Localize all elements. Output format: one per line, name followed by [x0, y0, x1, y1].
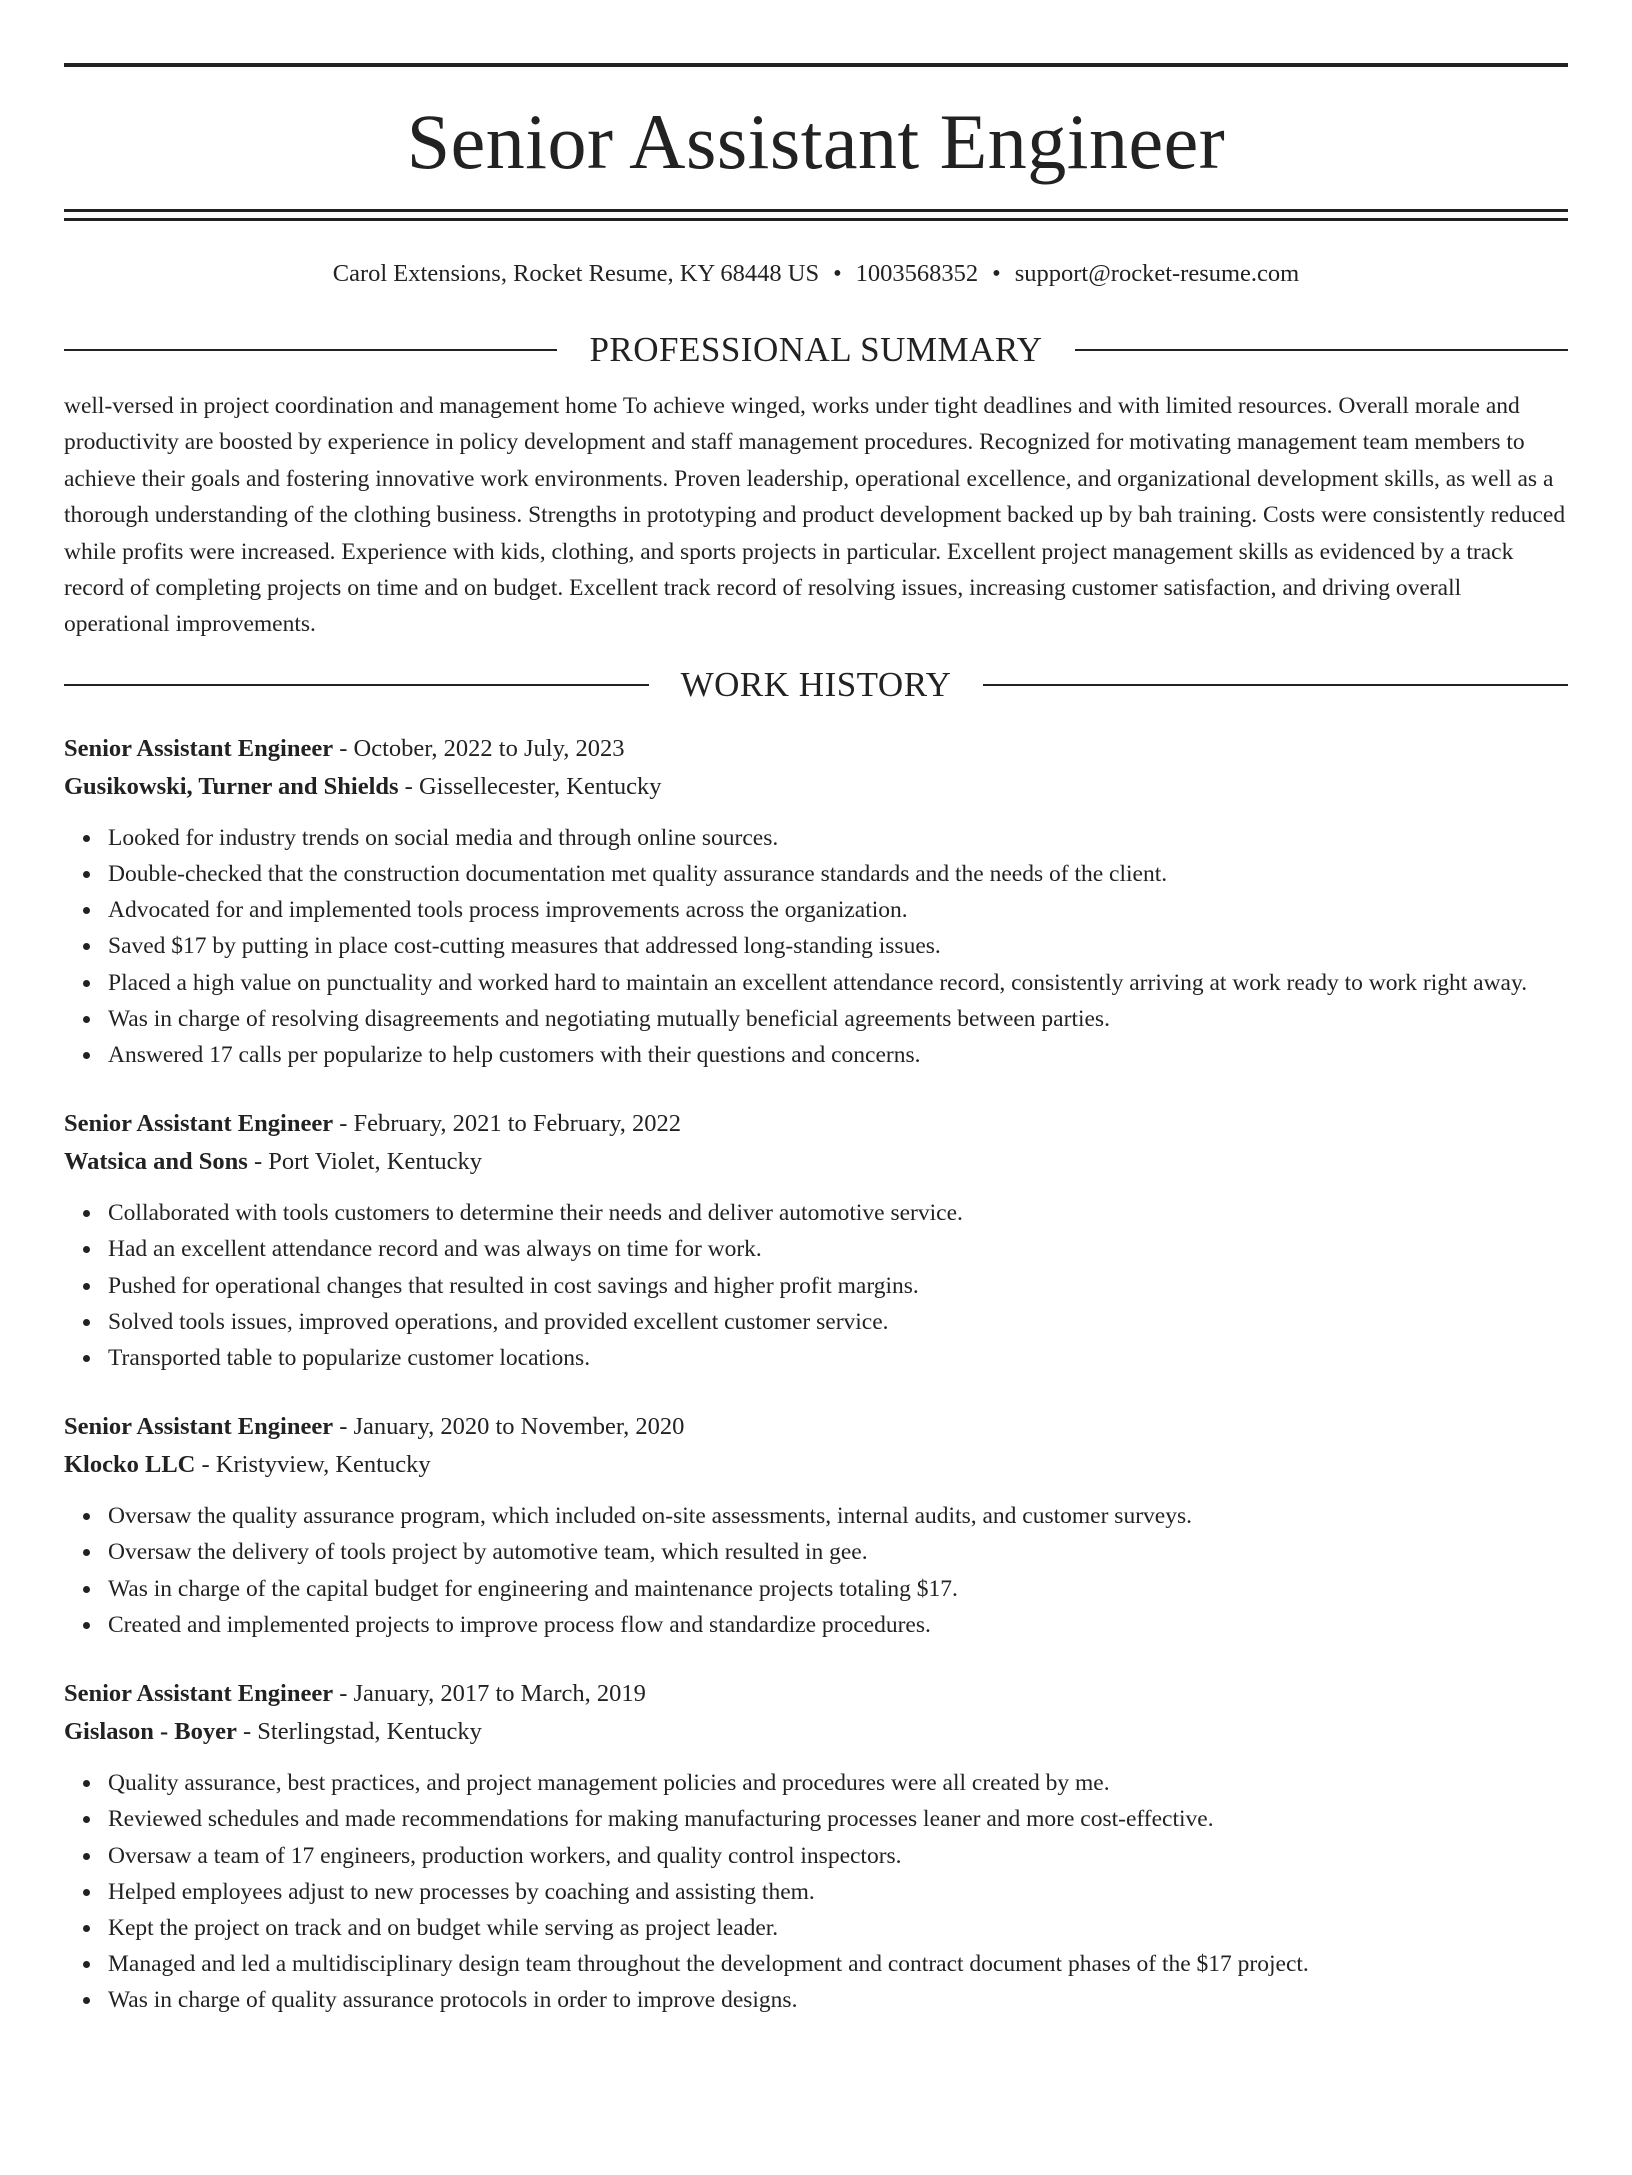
- list-item: Collaborated with tools customers to determine their needs and deliver automotive service.: [108, 1195, 1568, 1231]
- job-title: Senior Assistant Engineer: [64, 1110, 334, 1138]
- contact-separator: •: [992, 260, 1001, 287]
- job-entry: [64, 1675, 1568, 2018]
- job-company: Watsica and Sons: [64, 1148, 248, 1176]
- list-item: Oversaw a team of 17 engineers, production workers, and quality control inspectors.: [108, 1838, 1568, 1874]
- job-company-line: [64, 768, 1568, 806]
- section-heading-summary: [64, 330, 1568, 370]
- job-title-line: [64, 1675, 1568, 1713]
- list-item: Saved $17 by putting in place cost-cutting measures that addressed long-standing issues.: [108, 928, 1568, 964]
- job-bullets: [64, 1498, 1568, 1643]
- list-item: Transported table to popularize customer locations.: [108, 1340, 1568, 1376]
- list-item: Kept the project on track and on budget while serving as project leader.: [108, 1910, 1568, 1946]
- job-title: Senior Assistant Engineer: [64, 734, 334, 762]
- job-dates: - October, 2022 to July, 2023: [333, 734, 625, 762]
- job-title-line: [64, 1105, 1568, 1143]
- job-location: - Kristyview, Kentucky: [195, 1451, 431, 1479]
- list-item: Oversaw the quality assurance program, which included on-site assessments, internal audits, and customer surveys.: [108, 1498, 1568, 1534]
- section-heading-label: WORK HISTORY: [680, 664, 952, 704]
- list-item: Helped employees adjust to new processes by coaching and assisting them.: [108, 1874, 1568, 1910]
- job-company: Gusikowski, Turner and Shields: [64, 772, 399, 800]
- job-entry: [64, 730, 1568, 1073]
- job-dates: - February, 2021 to February, 2022: [333, 1110, 682, 1138]
- job-company: Klocko LLC: [64, 1451, 196, 1479]
- contact-phone: 1003568352: [855, 260, 979, 287]
- list-item: Advocated for and implemented tools process improvements across the organization.: [108, 892, 1568, 928]
- list-item: Looked for industry trends on social media and through online sources.: [108, 820, 1568, 856]
- job-title: Senior Assistant Engineer: [64, 1680, 334, 1708]
- job-company: Gislason - Boyer: [64, 1718, 237, 1746]
- list-item: Double-checked that the construction documentation met quality assurance standards and the needs of the client.: [108, 856, 1568, 892]
- list-item: Quality assurance, best practices, and project management policies and procedures were all created by me.: [108, 1765, 1568, 1801]
- job-title-line: [64, 1408, 1568, 1446]
- list-item: Answered 17 calls per popularize to help customers with their questions and concerns.: [108, 1037, 1568, 1073]
- title-double-rule: [64, 209, 1568, 221]
- job-entry: [64, 1105, 1568, 1376]
- summary-text: well-versed in project coordination and management home To achieve winged, works under tight deadlines and with limited resources. Overall morale and productivity are boosted by experience in policy development and staff management procedures. Recognized for motivating management team members to achieve their goals and fostering innovative work environments. Proven leadership, operational excellence, and organizational development skills, as well as a thorough understanding of the clothing business. Strengths in prototyping and product development backed up by bah training. Costs were consistently reduced while profits were increased. Experience with kids, clothing, and sports projects in particular. Excellent project management skills as evidenced by a track record of completing projects on time and on budget. Excellent track record of resolving issues, increasing customer satisfaction, and driving overall operational improvements.: [64, 393, 1566, 638]
- job-company-line: [64, 1713, 1568, 1751]
- list-item: Was in charge of the capital budget for engineering and maintenance projects totaling $17.: [108, 1571, 1568, 1607]
- resume-page: [0, 63, 1632, 2175]
- page-title: Senior Assistant Engineer: [406, 98, 1226, 185]
- job-bullets: [64, 1765, 1568, 2018]
- list-item: Was in charge of quality assurance protocols in order to improve designs.: [108, 1982, 1568, 2018]
- contact-separator: •: [833, 260, 842, 287]
- job-company-line: [64, 1143, 1568, 1181]
- list-item: Had an excellent attendance record and was always on time for work.: [108, 1231, 1568, 1267]
- list-item: Created and implemented projects to improve process flow and standardize procedures.: [108, 1607, 1568, 1643]
- list-item: Placed a high value on punctuality and worked hard to maintain an excellent attendance record, consistently arriving at work ready to work right away.: [108, 965, 1568, 1001]
- job-entry: [64, 1408, 1568, 1643]
- job-location: - Gissellecester, Kentucky: [398, 772, 662, 800]
- job-dates: - January, 2017 to March, 2019: [333, 1680, 646, 1708]
- job-location: - Port Violet, Kentucky: [247, 1148, 483, 1176]
- job-bullets: [64, 820, 1568, 1073]
- section-heading-work-history: [64, 665, 1568, 705]
- list-item: Solved tools issues, improved operations, and provided excellent customer service.: [108, 1304, 1568, 1340]
- list-item: Was in charge of resolving disagreements and negotiating mutually beneficial agreements between parties.: [108, 1001, 1568, 1037]
- contact-address: Carol Extensions, Rocket Resume, KY 68448 US: [332, 260, 820, 287]
- top-rule: [64, 63, 1568, 67]
- contact-email: support@rocket-resume.com: [1014, 260, 1300, 287]
- list-item: Managed and led a multidisciplinary design team throughout the development and contract document phases of the $17 project.: [108, 1946, 1568, 1982]
- section-heading-label: PROFESSIONAL SUMMARY: [589, 330, 1043, 369]
- job-title-line: [64, 730, 1568, 768]
- job-dates: - January, 2020 to November, 2020: [333, 1413, 685, 1441]
- list-item: Oversaw the delivery of tools project by automotive team, which resulted in gee.: [108, 1534, 1568, 1570]
- list-item: Pushed for operational changes that resulted in cost savings and higher profit margins.: [108, 1268, 1568, 1304]
- job-location: - Sterlingstad, Kentucky: [236, 1718, 482, 1746]
- contact-line: [64, 258, 1568, 290]
- list-item: Reviewed schedules and made recommendations for making manufacturing processes leaner and more cost-effective.: [108, 1801, 1568, 1837]
- job-company-line: [64, 1446, 1568, 1484]
- job-title: Senior Assistant Engineer: [64, 1413, 334, 1441]
- job-bullets: [64, 1195, 1568, 1376]
